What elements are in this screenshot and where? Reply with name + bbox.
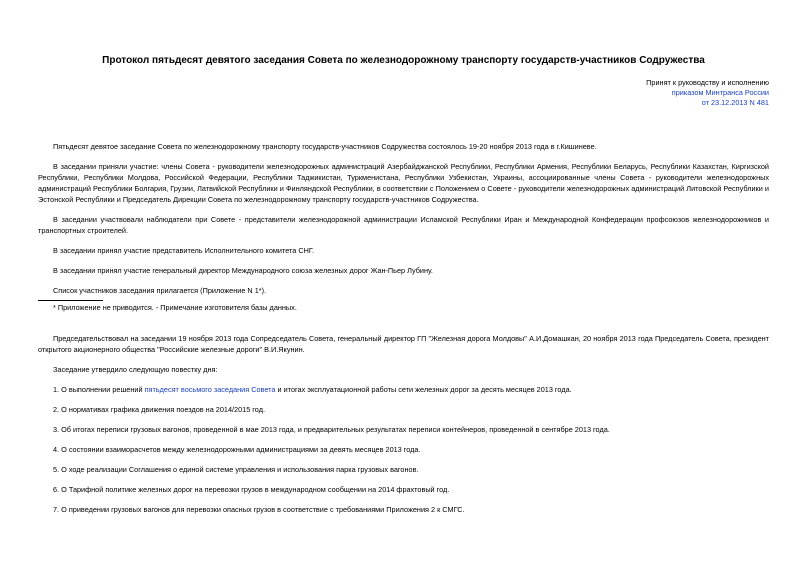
agenda-item-text: и итогах эксплуатационной работы сети железных дорог за десять месяцев 2013 года. [275, 385, 572, 394]
order-date-link[interactable]: от 23.12.2013 N 481 [701, 98, 769, 107]
approval-line: Принят к руководству и исполнению [646, 78, 769, 87]
agenda-item: 5. О ходе реализации Соглашения о единой системе управления и использования парка грузовых вагонов. [53, 465, 419, 474]
order-link[interactable]: приказом Минтранса России [671, 88, 769, 97]
paragraph: В заседании принял участие генеральный директор Международного союза железных дорог Жан-Пьер Лубину. [53, 266, 433, 275]
agenda-item: 2. О нормативах графика движения поездов на 2014/2015 год. [53, 405, 265, 414]
paragraph: Председательствовал на заседании 19 ноября 2013 года Сопредседатель Совета, генеральный директор ГП "Железная дорога Молдовы" А.И.Домашкан, 20 ноября 2013 года Председатель Совета, президент открытого акционерного общества "Российские железные дороги" В.И.Якунин. [38, 334, 769, 354]
document-title: Протокол пятьдесят девятого заседания Совета по железнодорожному транспорту государств-участников Содружества [102, 55, 705, 66]
paragraph: В заседании принял участие представитель Исполнительного комитета СНГ. [53, 246, 315, 255]
footnote: * Приложение не приводится. - Примечание изготовителя базы данных. [53, 303, 297, 312]
decision-link[interactable]: пятьдесят восьмого заседания Совета [144, 385, 276, 394]
paragraph: Пятьдесят девятое заседание Совета по железнодорожному транспорту государств-участников Содружества состоялось 19-20 ноября 2013 года в г.Кишиневе. [53, 142, 597, 151]
approval-block [646, 78, 769, 108]
paragraph: Заседание утвердило следующую повестку дня: [53, 365, 218, 374]
paragraph: В заседании приняли участие: члены Совета - руководители железнодорожных администраций Азербайджанской Республики, Республики Армения, Республики Беларусь, Республики Казахстан, Киргизской Республики, Республики Молдова, Российской Федерации, Республики Таджикистан, Туркменистана, Республики Узбекистан, Украины, ассоциированные члены Совета - руководители железнодорожных администраций Республики Болгария, Грузии, Латвийской Республики и Финляндской Республики, в соответствии с Положением о Совете - руководители железнодорожных администраций Литовской Республики и Эстонской Республики и Председатель Дирекции Совета по железнодорожному транспорту государств-участников Содружества. [38, 162, 769, 204]
agenda-item: 6. О Тарифной политике железных дорог на перевозки грузов в международном сообщении на 2014 фрахтовый год. [53, 485, 450, 494]
agenda-item: 7. О приведении грузовых вагонов для перевозки опасных грузов в соответствие с требованиями Приложения 2 к СМГС. [53, 505, 465, 514]
agenda-item: 3. Об итогах переписи грузовых вагонов, проведенной в мае 2013 года, и предварительных результатах переписи контейнеров, проведенной в сентябре 2013 года. [53, 425, 610, 434]
agenda-item-text: 1. О выполнении решений [53, 385, 145, 394]
footnote-divider [38, 300, 103, 301]
agenda-item: 4. О состоянии взаиморасчетов между железнодорожными администрациями за девять месяцев 2013 года. [53, 445, 421, 454]
paragraph: В заседании участвовали наблюдатели при Совете - представители железнодорожной администрации Исламской Республики Иран и Международной Конфедерации профсоюзов железнодорожников и транспортных строителей. [38, 215, 769, 235]
document-body [38, 141, 769, 515]
paragraph: Список участников заседания прилагается (Приложение N 1*). [53, 286, 267, 295]
agenda-item [38, 384, 769, 395]
